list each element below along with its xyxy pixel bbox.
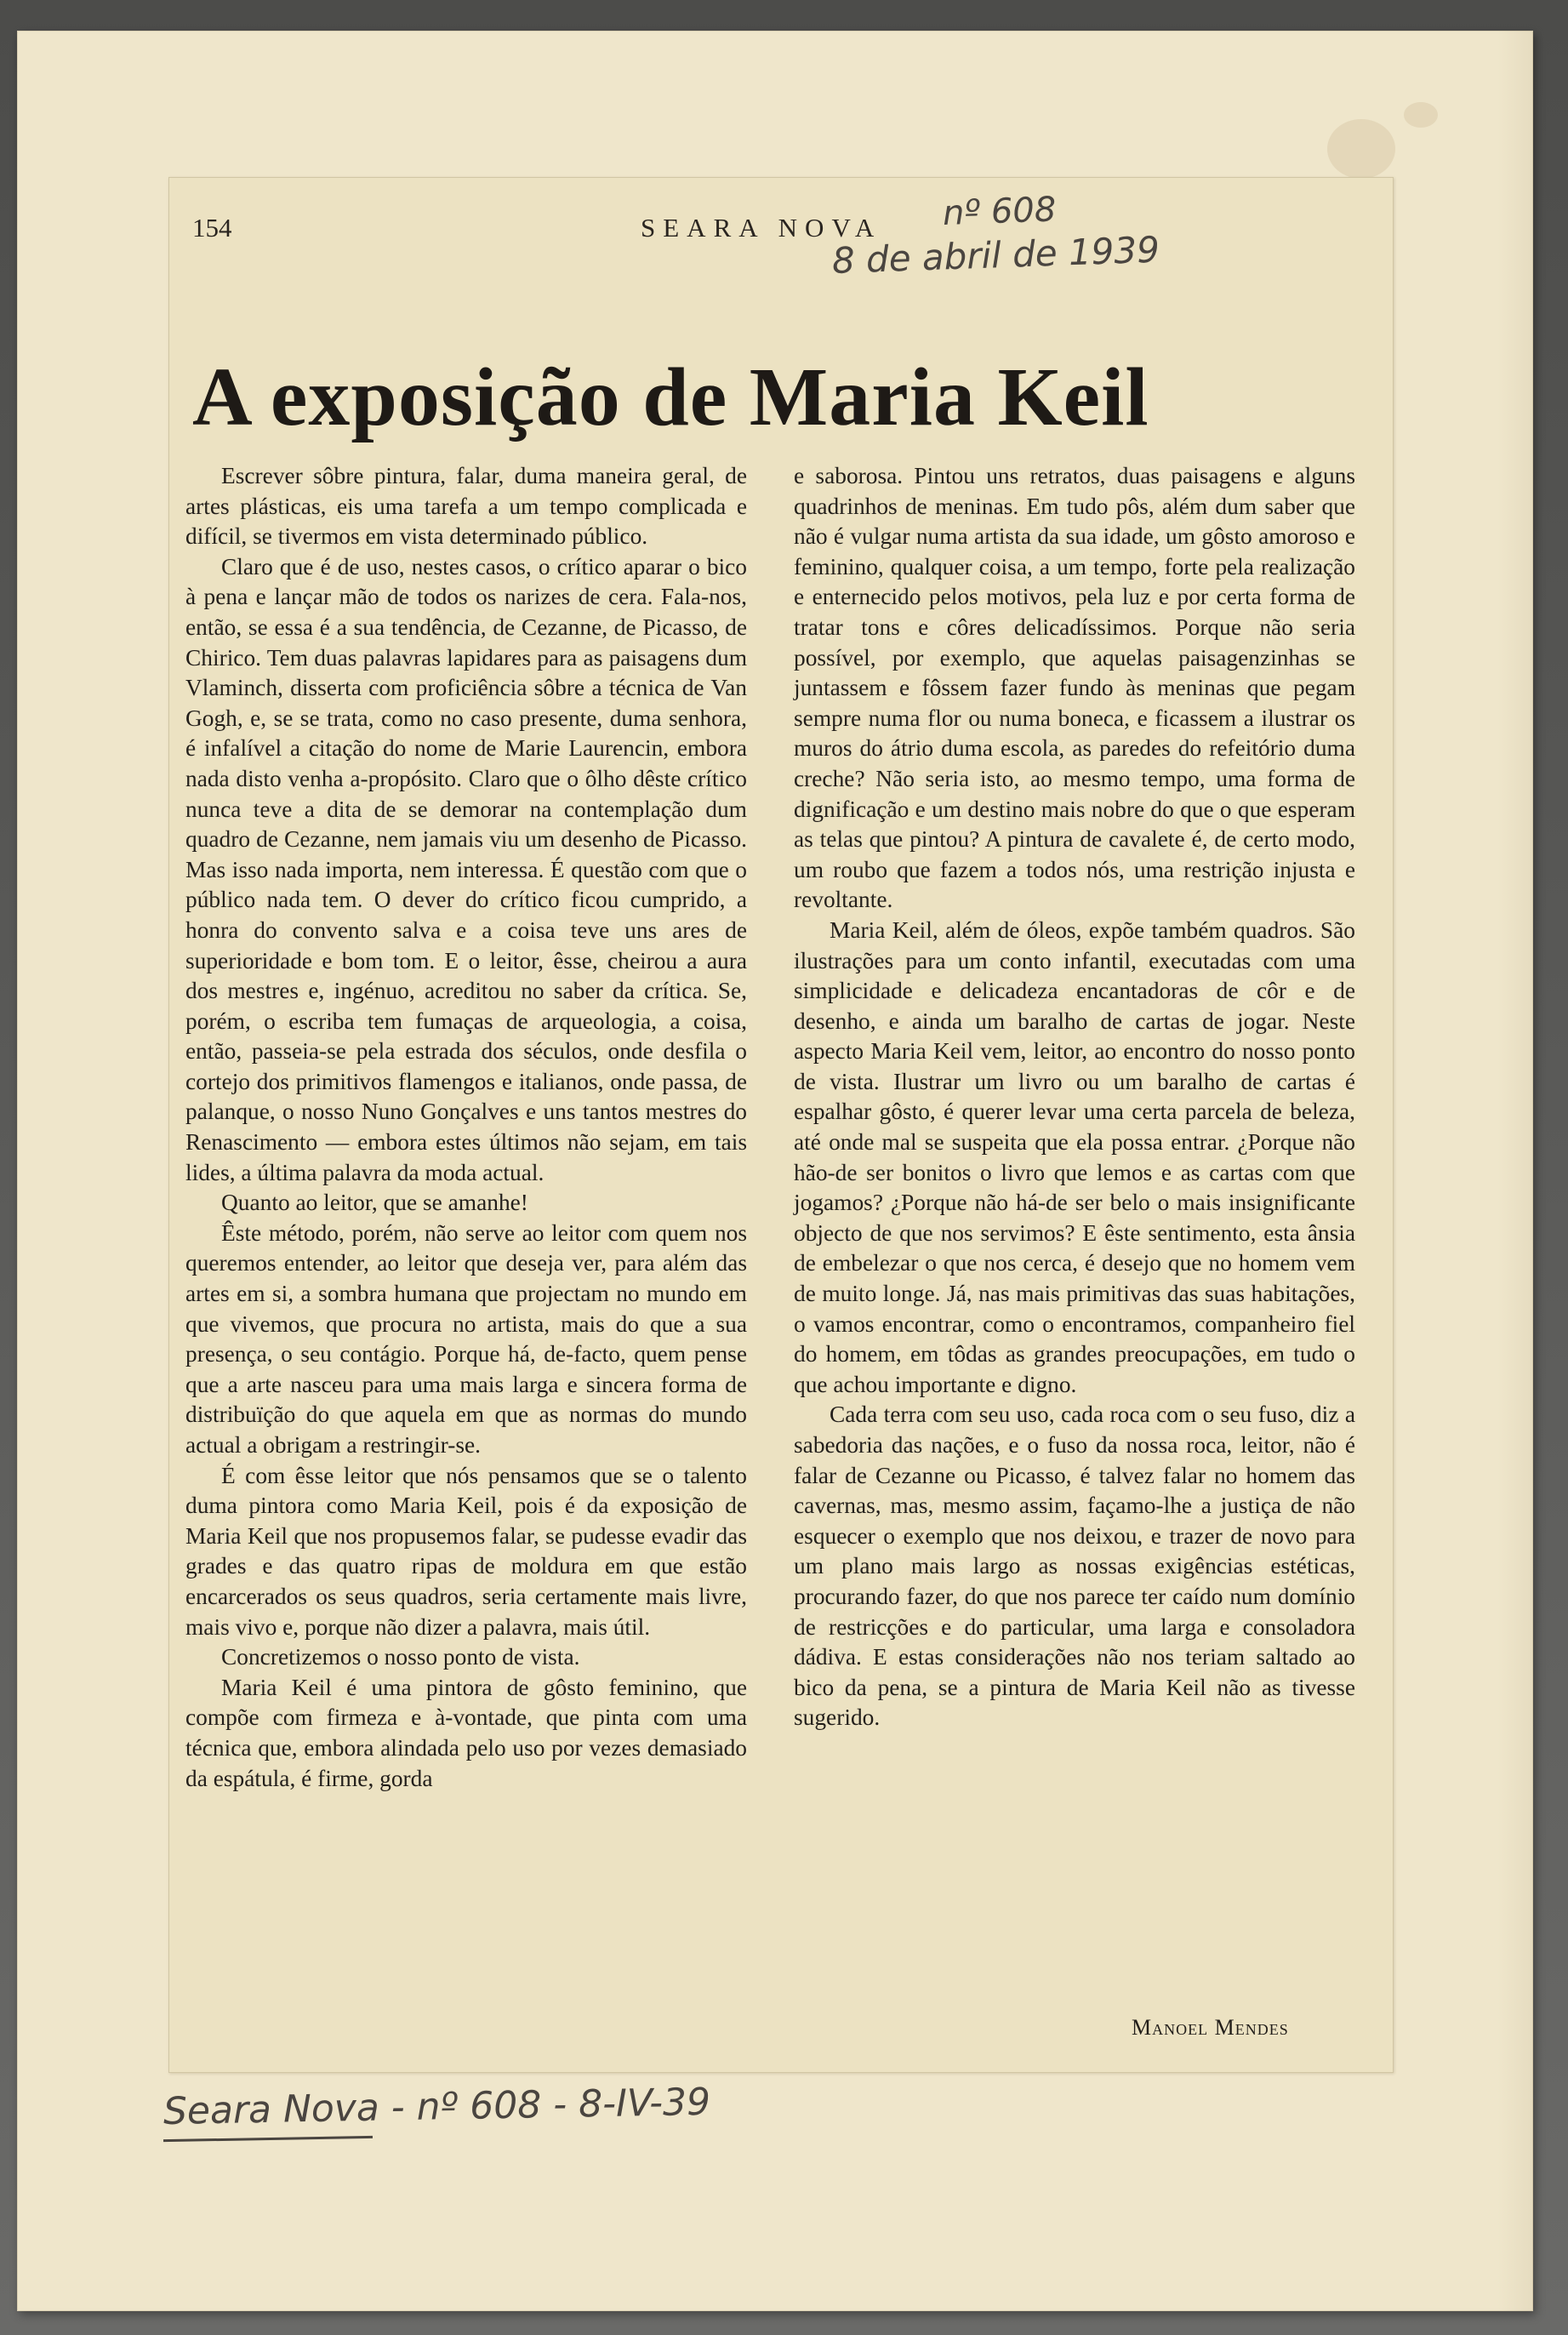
running-head: SEARA NOVA <box>641 213 882 243</box>
sheet-edge-shadow <box>1497 31 1533 2311</box>
paper-stain <box>1404 102 1438 128</box>
left-column <box>185 461 747 1794</box>
author-signature: Manoel Mendes <box>1132 2015 1289 2040</box>
footer-note-rest: - nº 608 - 8-IV-39 <box>391 2080 711 2130</box>
paragraph: Cada terra com seu uso, cada roca com o seu fuso, diz a sabedoria das nações, e o fuso da nossa roca, leitor, não é falar de Cezanne ou Picasso, é talvez falar no homem das cavernas, mas, mesmo assim, façamo-lhe a justiça de não esquecer o exemplo que nos deixou, e trazer de novo para um plano mais largo as nossas exigências estéticas, procurando fazer, do que nos parece ter caído num domínio de restricções e do particular, uma larga e consoladora dádiva. E estas considerações não nos teriam saltado ao bico da pena, se a pintura de Maria Keil não as tivesse sugerido. <box>794 1402 1355 1731</box>
right-column <box>794 461 1355 1733</box>
paragraph: e saborosa. Pintou uns retratos, duas paisagens e alguns quadrinhos de meninas. Em tudo pôs, além dum saber que não é vulgar numa artista da sua idade, um gôsto amoroso e feminino, qualquer coisa, a um tempo, forte pela realização e enternecido pelos motivos, pela luz e por certa forma de tratar tons e côres delicadíssimos. Porque não seria possível, por exemplo, que aquelas paisagenzinhas se juntassem e fôssem fazer fundo às meninas que pegam sempre numa flor ou numa boneca, e ficassem a ilustrar os muros do átrio duma escola, as paredes do refeitório duma creche? Não seria isto, ao mesmo tempo, uma forma de dignificação e um destino mais nobre do que o que esperam as telas que pintou? A pintura de cavalete é, de certo modo, um roubo que fazem a todos nós, uma restrição injusta e revoltante. <box>794 463 1355 913</box>
paper-stain <box>1327 119 1395 179</box>
paragraph: É com êsse leitor que nós pensamos que se o talento duma pintora como Maria Keil, pois é da exposição de Maria Keil que nos propusemos falar, se pudesse evadir das grades e das quatro ripas de moldura em que estão encarcerados os seus quadros, seria certamente mais livre, mais vivo e, porque não dizer a palavra, mais útil. <box>185 1462 747 1640</box>
paragraph: Maria Keil é uma pintora de gôsto feminino, que compõe com firmeza e à-vontade, que pinta com uma técnica que, embora alindada pelo uso por vezes demasiado da espátula, é firme, gorda <box>185 1674 747 1791</box>
paragraph: Claro que é de uso, nestes casos, o crítico aparar o bico à pena e lançar mão de todos os narizes de cera. Fala-nos, então, se essa é a sua tendência, de Cezanne, de Picasso, de Chirico. Tem duas palavras lapidares para as paisagens dum Vlaminch, disserta com proficiência sôbre a técnica de Van Gogh, e, se se trata, como no caso presente, duma senhora, é infalível a citação do nome de Marie Laurencin, embora nada disto venha a-propósito. Claro que o ôlho dêste crítico nunca teve a dita de se demorar na contemplação dum quadro de Cezanne, nem jamais viu um desenho de Picasso. Mas isso nada importa, nem interessa. É questão com que o público nada tem. O dever do crítico ficou cumprido, a honra do convento salva e a coisa teve uns ares de superioridade e bom tom. E o leitor, êsse, cheirou a aura dos mestres e, ingénuo, acreditou no saber da crítica. Se, porém, o escriba tem fumaças de arqueologia, a coisa, então, passeia-se pela estrada dos séculos, onde desfila o cortejo dos primitivos flamengos e italianos, onde passa, de palanque, o nosso Nuno Gonçalves e uns tantos mestres do Renascimento — embora estes últimos não sejam, em tais lides, a última palavra da moda actual. <box>185 553 747 1185</box>
paragraph: Concretizemos o nosso ponto de vista. <box>221 1644 580 1670</box>
article-title: A exposição de Maria Keil <box>192 351 1149 443</box>
handwritten-date-note: 8 de abril de 1939 <box>831 228 1160 282</box>
page-number: 154 <box>192 213 232 243</box>
handwritten-issue-note: nº 608 <box>942 190 1057 233</box>
paragraph: Êste método, porém, não serve ao leitor com quem nos queremos entender, ao leitor que deseja ver, para além das artes em si, a sombra humana que projectam no mundo em que vivemos, que procura no artista, mais do que a sua presença, o seu contágio. Porque há, de-facto, quem pense que a arte nasceu para uma mais larga e sincera forma de distribuïção do que aquela em que as normas do mundo actual a obrigam a restringir-se. <box>185 1219 747 1458</box>
paragraph: Quanto ao leitor, que se amanhe! <box>221 1190 528 1216</box>
footer-note-label: Seara Nova <box>163 2086 380 2133</box>
paragraph: Maria Keil, além de óleos, expõe também quadros. São ilustrações para um conto infantil, executadas com uma simplicidade e delicadeza encantadoras de côr e de desenho, e ainda um baralho de cartas de jogar. Neste aspecto Maria Keil vem, leitor, ao encontro do nosso ponto de vista. Ilustrar um livro ou um baralho de cartas é espalhar gôsto, é querer levar uma certa parcela de beleza, até onde mal se suspeita que ela possa entrar. ¿Porque não hão-de ser bonitos o livro que lemos e as cartas com que jogamos? ¿Porque não há-de ser belo o mais insignificante objecto de que nos servimos? E êste sentimento, esta ânsia de embelezar o que nos cerca, é desejo que no homem vem de muito longe. Já, nas mais primitivas das suas habitações, o vamos encontrar, como o encontramos, companheiro fiel do homem, em tôdas as grandes preocupações, em tudo o que achou importante e digno. <box>794 916 1355 1397</box>
paragraph: Escrever sôbre pintura, falar, duma maneira geral, de artes plásticas, eis uma tarefa a um tempo complicada e difícil, se tivermos em vista determinado público. <box>185 463 747 550</box>
